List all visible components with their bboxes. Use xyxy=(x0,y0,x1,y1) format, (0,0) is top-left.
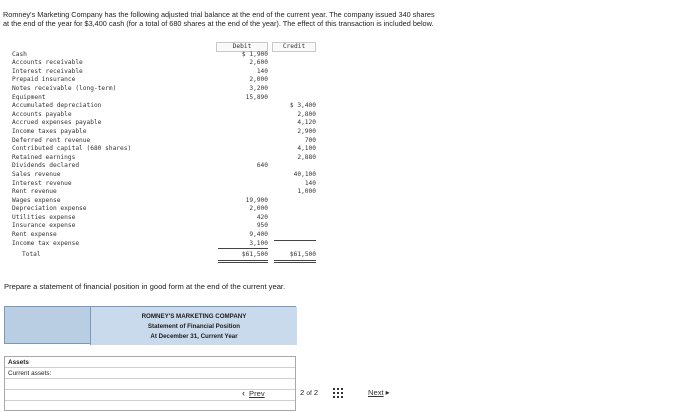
trial-balance-rows xyxy=(6,51,316,249)
debit-amount: 2,600 xyxy=(249,59,268,67)
account-name: Accumulated depreciation xyxy=(12,102,102,110)
trial-balance-row xyxy=(6,119,316,128)
trial-balance-row xyxy=(6,171,316,180)
total-credit: $61,500 xyxy=(274,251,316,263)
assets-label: Assets xyxy=(8,359,29,366)
trial-balance-row xyxy=(6,240,316,249)
trial-balance-row xyxy=(6,59,316,68)
statement-row-current-assets[interactable] xyxy=(5,368,295,379)
intro-line-1: Romney's Marketing Company has the following adjusted trial balance at the end of the current year. The company issued 340 shares xyxy=(3,10,435,19)
account-name: Retained earnings xyxy=(12,153,76,161)
prev-button[interactable] xyxy=(242,386,265,400)
total-pages: 2 xyxy=(313,388,319,397)
account-name: Notes receivable (long-term) xyxy=(12,84,117,92)
credit-header: Credit xyxy=(272,42,316,52)
account-name: Sales revenue xyxy=(12,170,61,178)
credit-amount: 1,000 xyxy=(297,188,316,196)
account-name: Equipment xyxy=(12,93,46,101)
trial-balance-row xyxy=(6,231,316,240)
trial-balance-row xyxy=(6,51,316,60)
statement-date: At December 31, Current Year xyxy=(150,333,238,340)
trial-balance-row xyxy=(6,180,316,189)
account-name: Wages expense xyxy=(12,196,61,204)
account-name: Income tax expense xyxy=(12,239,80,247)
account-name: Income taxes payable xyxy=(12,127,87,135)
credit-amount: 4,100 xyxy=(297,145,316,153)
trial-balance-total-row xyxy=(6,251,316,260)
credit-amount: 40,100 xyxy=(293,170,316,178)
account-name: Cash xyxy=(12,50,27,58)
account-name: Accrued expenses payable xyxy=(12,119,102,127)
statement-row-input[interactable] xyxy=(5,401,295,412)
trial-balance-row xyxy=(6,188,316,197)
debit-amount: 2,000 xyxy=(249,205,268,213)
statement-row-assets[interactable] xyxy=(5,357,295,368)
account-name: Deferred rent revenue xyxy=(12,136,91,144)
debit-amount: $ 1,900 xyxy=(241,50,268,58)
credit-amount: 2,900 xyxy=(297,127,316,135)
debit-amount: 3,100 xyxy=(218,240,268,250)
trial-balance-row xyxy=(6,111,316,120)
account-name: Interest receivable xyxy=(12,67,83,75)
pagination xyxy=(240,386,400,402)
trial-balance-row xyxy=(6,76,316,85)
trial-balance-row xyxy=(6,162,316,171)
next-button[interactable] xyxy=(368,386,390,400)
credit-amount: $ 3,400 xyxy=(289,102,316,110)
debit-amount: 640 xyxy=(256,162,268,170)
trial-balance-row xyxy=(6,85,316,94)
trial-balance-row xyxy=(6,68,316,77)
trial-balance-row xyxy=(6,214,316,223)
account-name: Interest revenue xyxy=(12,179,72,187)
trial-balance-row xyxy=(6,94,316,103)
debit-amount: 420 xyxy=(256,213,268,221)
trial-balance-table xyxy=(6,42,316,260)
debit-amount: 950 xyxy=(256,222,268,230)
credit-amount: 700 xyxy=(304,136,316,144)
trial-balance-row xyxy=(6,128,316,137)
instruction-text: Prepare a statement of financial position in good form at the end of the current year. xyxy=(4,282,286,291)
account-name: Utilities expense xyxy=(12,213,76,221)
next-label: Next xyxy=(368,388,384,397)
trial-balance-header xyxy=(6,42,316,51)
total-debit: $61,500 xyxy=(218,251,268,263)
account-name: Insurance expense xyxy=(12,222,76,230)
current-page: 2 xyxy=(300,388,305,397)
trial-balance-row xyxy=(6,197,316,206)
debit-amount: 19,900 xyxy=(245,196,268,204)
account-name: Depreciation expense xyxy=(12,205,87,213)
credit-amount: 140 xyxy=(304,179,316,187)
account-name: Dividends declared xyxy=(12,162,80,170)
debit-header: Debit xyxy=(216,42,268,52)
credit-amount: 2,880 xyxy=(297,153,316,161)
page-indicator xyxy=(300,386,318,401)
account-name: Rent revenue xyxy=(12,188,57,196)
debit-amount: 140 xyxy=(256,67,268,75)
trial-balance-row xyxy=(6,102,316,111)
statement-body xyxy=(4,356,296,411)
statement-company-name: ROMNEY'S MARKETING COMPANY xyxy=(141,313,247,320)
chevron-right-icon: ▸ xyxy=(385,388,390,397)
account-name: Accounts payable xyxy=(12,110,72,118)
account-name: Rent expense xyxy=(12,231,57,239)
page-of-label: of xyxy=(306,390,312,397)
statement-title: Statement of Financial Position xyxy=(147,323,241,330)
prev-label: Prev xyxy=(249,389,265,398)
problem-intro xyxy=(3,10,693,29)
account-name: Contributed capital (680 shares) xyxy=(12,145,132,153)
debit-amount: 9,400 xyxy=(249,231,268,239)
intro-line-2: at the end of the year for $3,400 cash (for a total of 680 shares at the end of the year). The effect of this transaction is included below. xyxy=(3,19,434,29)
credit-amount xyxy=(274,240,316,241)
current-assets-label: Current assets: xyxy=(8,370,52,377)
trial-balance-row xyxy=(6,154,316,163)
credit-amount: 2,800 xyxy=(297,110,316,118)
credit-amount: 4,120 xyxy=(297,119,316,127)
trial-balance-row xyxy=(6,205,316,214)
chevron-left-icon: ‹ xyxy=(242,388,245,398)
account-name: Accounts receivable xyxy=(12,59,83,67)
trial-balance-row xyxy=(6,137,316,146)
trial-balance-row xyxy=(6,145,316,154)
statement-title-box xyxy=(90,307,297,345)
debit-amount: 3,200 xyxy=(249,84,268,92)
total-label: Total xyxy=(22,251,41,259)
debit-amount: 15,890 xyxy=(245,93,268,101)
trial-balance-row xyxy=(6,222,316,231)
statement-header xyxy=(4,306,296,344)
debit-amount: 2,000 xyxy=(249,76,268,84)
account-name: Prepaid insurance xyxy=(12,76,76,84)
grid-menu-icon[interactable] xyxy=(333,388,343,398)
